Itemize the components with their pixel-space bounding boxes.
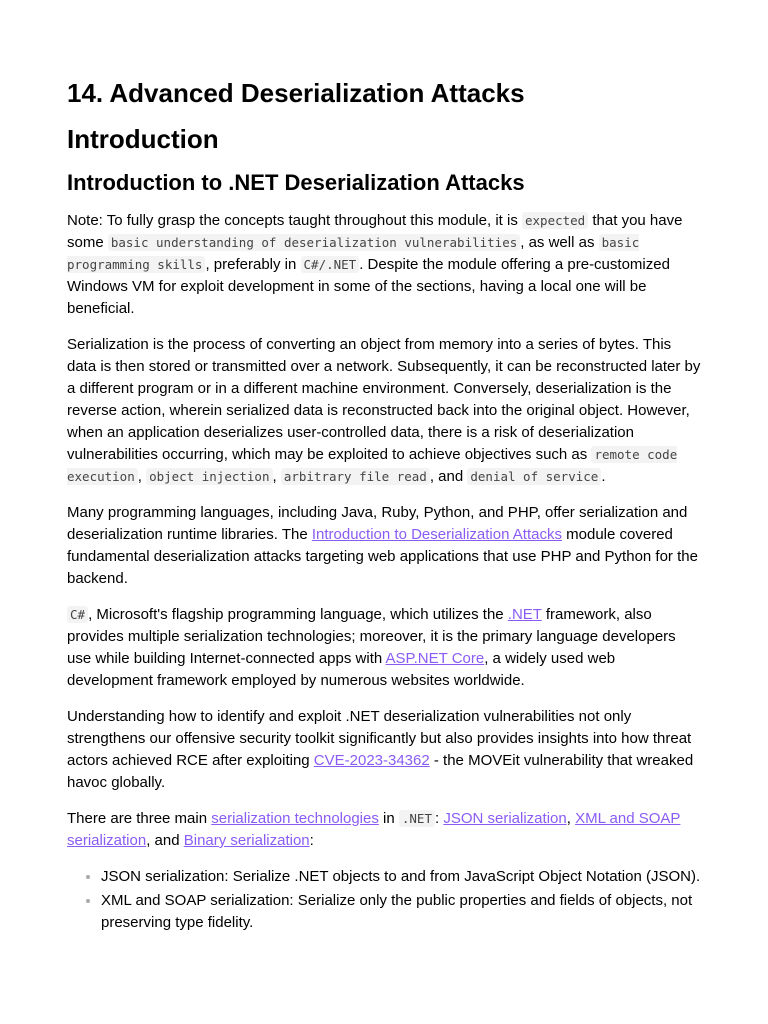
subsection-heading: Introduction to .NET Deserialization Attacks	[67, 170, 525, 195]
aspnet-core-link[interactable]: ASP.NET Core	[385, 650, 485, 667]
serialization-technologies-link[interactable]: serialization technologies	[211, 810, 379, 827]
list-item: • XML and SOAP serialization: Serialize only the public properties and fields of objects, not preserving type fidelity.	[101, 890, 702, 934]
text: , and	[146, 832, 184, 849]
text: Many programming languages, including Java, Ruby, Python, and PHP, offer serialization and deserialization runtime libraries. The	[67, 504, 688, 543]
dotnet-link[interactable]: .NET	[507, 606, 542, 623]
text: , Microsoft's flagship programming language, which utilizes the	[88, 606, 508, 623]
text: :	[309, 832, 314, 849]
text: , and	[429, 468, 468, 485]
list-item: • JSON serialization: Serialize .NET objects to and from JavaScript Object Notation (JSON).	[101, 866, 702, 888]
text: module covered fundamental deserialization attacks targeting web applications that use PHP and Python for the backend.	[67, 526, 698, 587]
inline-code: .NET	[399, 810, 435, 827]
xml-soap-serialization-link[interactable]: XML and SOAP serialization	[67, 810, 681, 849]
inline-code: expected	[522, 212, 588, 229]
section-heading: Introduction	[67, 124, 219, 154]
inline-code: basic programming skills	[67, 235, 640, 272]
text: in	[378, 810, 399, 827]
text: Serialization is the process of converting an object from memory into a series of bytes. This data is then stored or transmitted over a network. Subsequently, it can be reconstructed later by a different program or in a different machine environment. Conversely, deserialization is the reverse action, wherein serialized data is reconstructed back into the original object. However, when an application deserializes user-controlled data, there is a risk of deserialization vulnerabilities occurring, which may be exploited to achieve objectives such as	[67, 336, 701, 463]
understanding-paragraph	[67, 706, 702, 794]
text: ,	[272, 468, 281, 485]
text: ,	[566, 810, 576, 827]
text: , preferably in	[205, 256, 301, 273]
technologies-list	[67, 866, 702, 934]
text: ,	[137, 468, 147, 485]
text: Note: To fully grasp the concepts taught throughout this module, it is	[67, 212, 522, 229]
languages-paragraph	[67, 502, 702, 590]
csharp-paragraph	[67, 604, 702, 692]
text: that you have some	[67, 212, 683, 251]
inline-code: remote code execution	[67, 447, 678, 484]
text: , as well as	[520, 234, 599, 251]
intro-deserialization-link[interactable]: Introduction to Deserialization Attacks	[311, 526, 562, 543]
inline-code: C#/.NET	[301, 256, 360, 273]
note-paragraph	[67, 210, 702, 320]
text: , a widely used web development framework employed by numerous websites worldwide.	[67, 650, 616, 689]
inline-code: C#	[67, 606, 88, 623]
text: . Despite the module offering a pre-customized Windows VM for exploit development in some of the sections, having a local one will be beneficial.	[67, 256, 670, 317]
inline-code: object injection	[146, 468, 272, 485]
technologies-paragraph	[67, 808, 702, 852]
inline-code: arbitrary file read	[281, 468, 430, 485]
inline-code: basic understanding of deserialization vulnerabilities	[108, 234, 520, 251]
binary-serialization-link[interactable]: Binary serialization	[183, 832, 310, 849]
text: .	[601, 468, 606, 485]
text: There are three main	[67, 810, 212, 827]
inline-code: denial of service	[467, 468, 601, 485]
json-serialization-link[interactable]: JSON serialization	[443, 810, 567, 827]
module-title: 14. Advanced Deserialization Attacks	[67, 78, 525, 108]
text: framework, also provides multiple serialization technologies; moreover, it is the primary language developers use while building Internet-connected apps with	[67, 606, 676, 667]
text: Understanding how to identify and exploit .NET deserialization vulnerabilities not only strengthens our offensive security toolkit significantly but also provides insights into how threat actors achieved RCE after exploiting	[67, 708, 692, 769]
serialization-paragraph	[67, 334, 702, 488]
cve-link[interactable]: CVE-2023-34362	[313, 752, 430, 769]
text: :	[434, 810, 444, 827]
text: - the MOVEit vulnerability that wreaked havoc globally.	[67, 752, 694, 791]
